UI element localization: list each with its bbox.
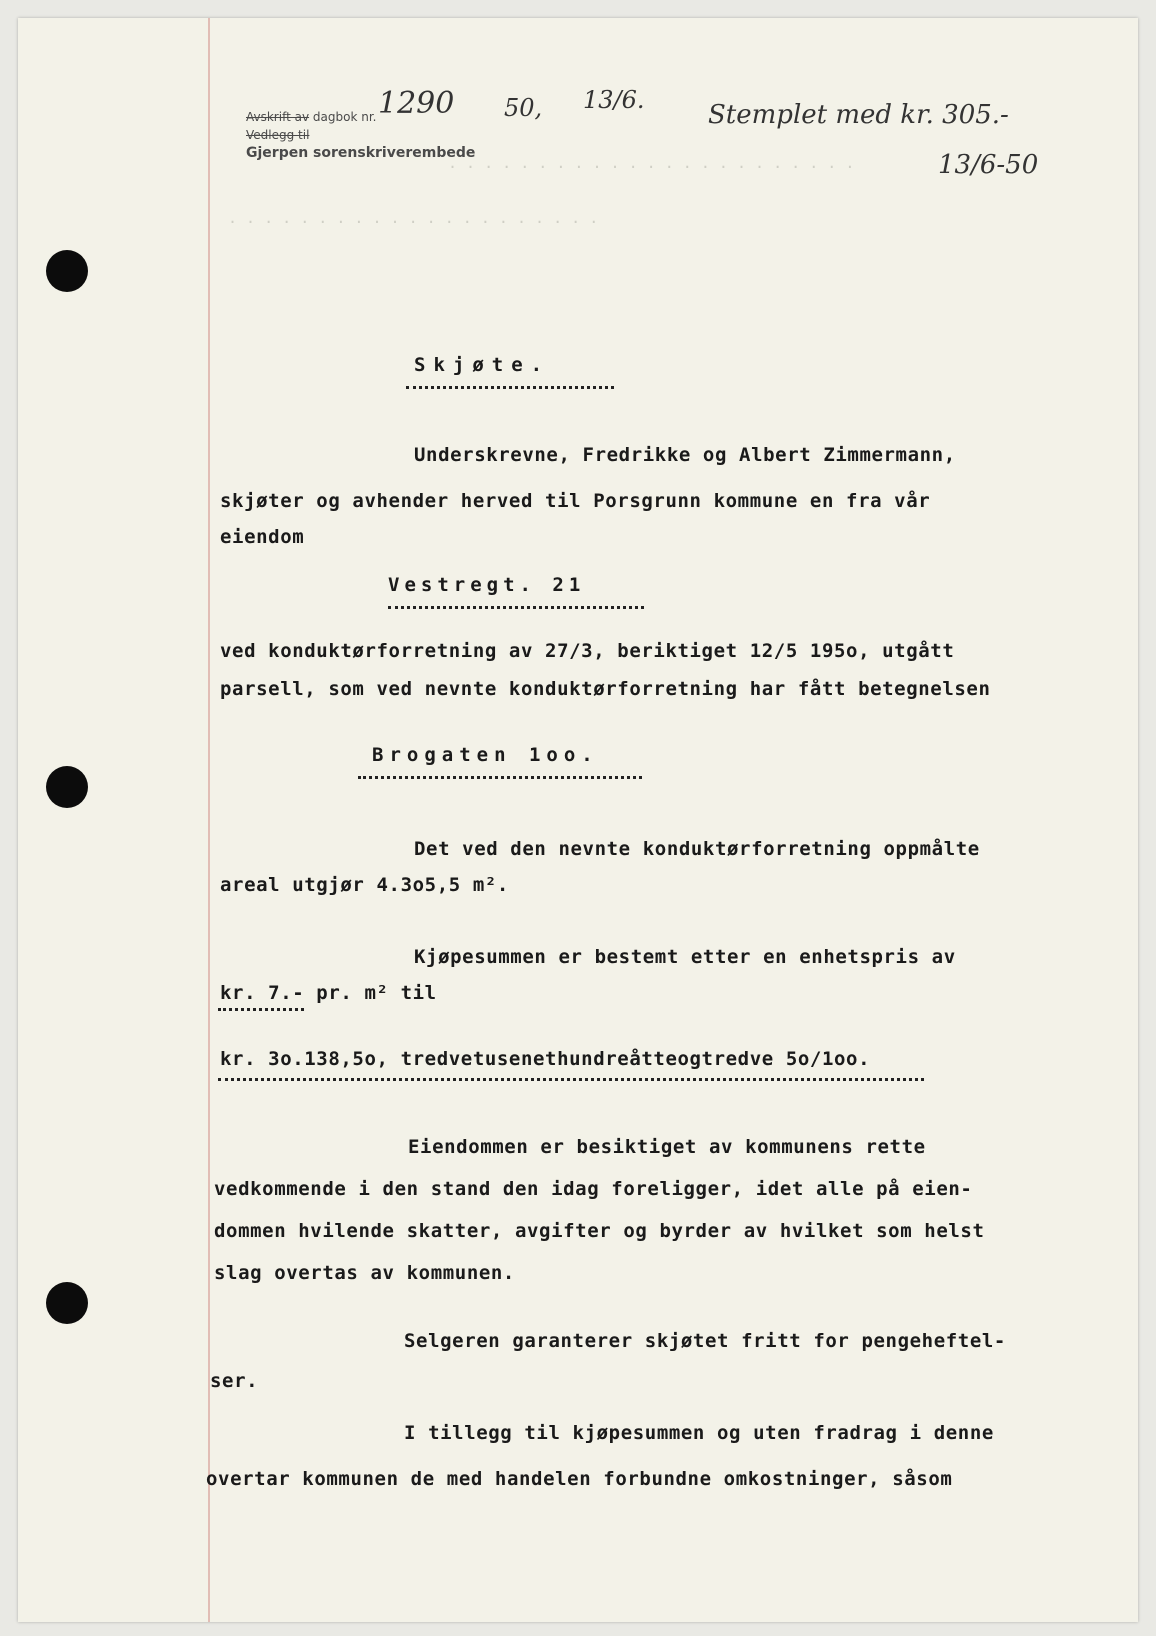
handwritten-year: 50, [504,94,543,122]
para3-line1: Det ved den nevnte konduktørforretning oppmålte [414,838,980,860]
para5-line2: vedkommende i den stand den idag foreligger, idet alle på eien- [214,1178,973,1200]
para3-line2: areal utgjør 4.3o5,5 m². [220,874,509,896]
bleed-through: · · · · · · · · · · · · · · · · · · · · · [228,213,599,231]
para4-line2: kr. 7.- pr. m² til [220,982,437,1004]
para6-line1: Selgeren garanterer skjøtet fritt for pengeheftel- [404,1330,1006,1352]
para1-line2: skjøter og avhender herved til Porsgrunn kommune en fra vår [220,490,931,512]
para5-line4: slag overtas av kommunen. [214,1262,515,1284]
handwritten-dagbok-number: 1290 [378,86,455,121]
handwritten-stamp-date: 13/6-50 [938,150,1039,180]
para2-line1: ved konduktørforretning av 27/3, beriktiget 12/5 195o, utgått [220,640,955,662]
para6-line2: ser. [210,1370,259,1392]
para7-line2: overtar kommunen de med handelen forbundne omkostninger, såsom [206,1468,953,1490]
document-page [18,18,1138,1622]
para7-line1: I tillegg til kjøpesummen og uten fradrag i denne [404,1422,994,1444]
document-title: Skjøte. [414,354,551,376]
para4-line1: Kjøpesummen er bestemt etter en enhetspris av [414,946,956,968]
price-underline [218,1008,304,1011]
para1-line1: Underskrevne, Fredrikke og Albert Zimmermann, [414,444,956,466]
property-vestregt: Vestregt. 21 [388,574,586,596]
amount-line: kr. 3o.138,5o, tredvetusenethundreåtteogtredve 5o/1oo. [220,1048,871,1070]
para5-line1: Eiendommen er besiktiget av kommunens rette [408,1136,926,1158]
handwritten-stamp-note: Stemplet med kr. 305.- [708,100,1009,130]
stamp-line2: Vedlegg til [246,128,310,142]
title-underline [406,386,614,389]
para5-line3: dommen hvilende skatter, avgifter og byrder av hvilket som helst [214,1220,985,1242]
para2-line2: parsell, som ved nevnte konduktørforretning har fått betegnelsen [220,678,991,700]
stamp-line1-prefix: Avskrift av [246,110,310,124]
stamp-line1-middle: dagbok nr. [312,110,377,124]
handwritten-date: 13/6. [583,86,645,114]
stamp-office-name: Gjerpen sorenskriverembede [246,145,476,161]
para1-line3: eiendom [220,526,305,548]
bleed-through: · · · · · · · · · · · · · · · · · · · · · · · [448,158,855,176]
punch-hole-bottom [46,1282,88,1324]
property-vestregt-underline [388,606,644,609]
punch-hole-top [46,250,88,292]
property-brogaten-underline [358,776,642,779]
property-brogaten: Brogaten 1oo. [372,744,599,766]
amount-underline [218,1078,924,1081]
punch-hole-middle [46,766,88,808]
